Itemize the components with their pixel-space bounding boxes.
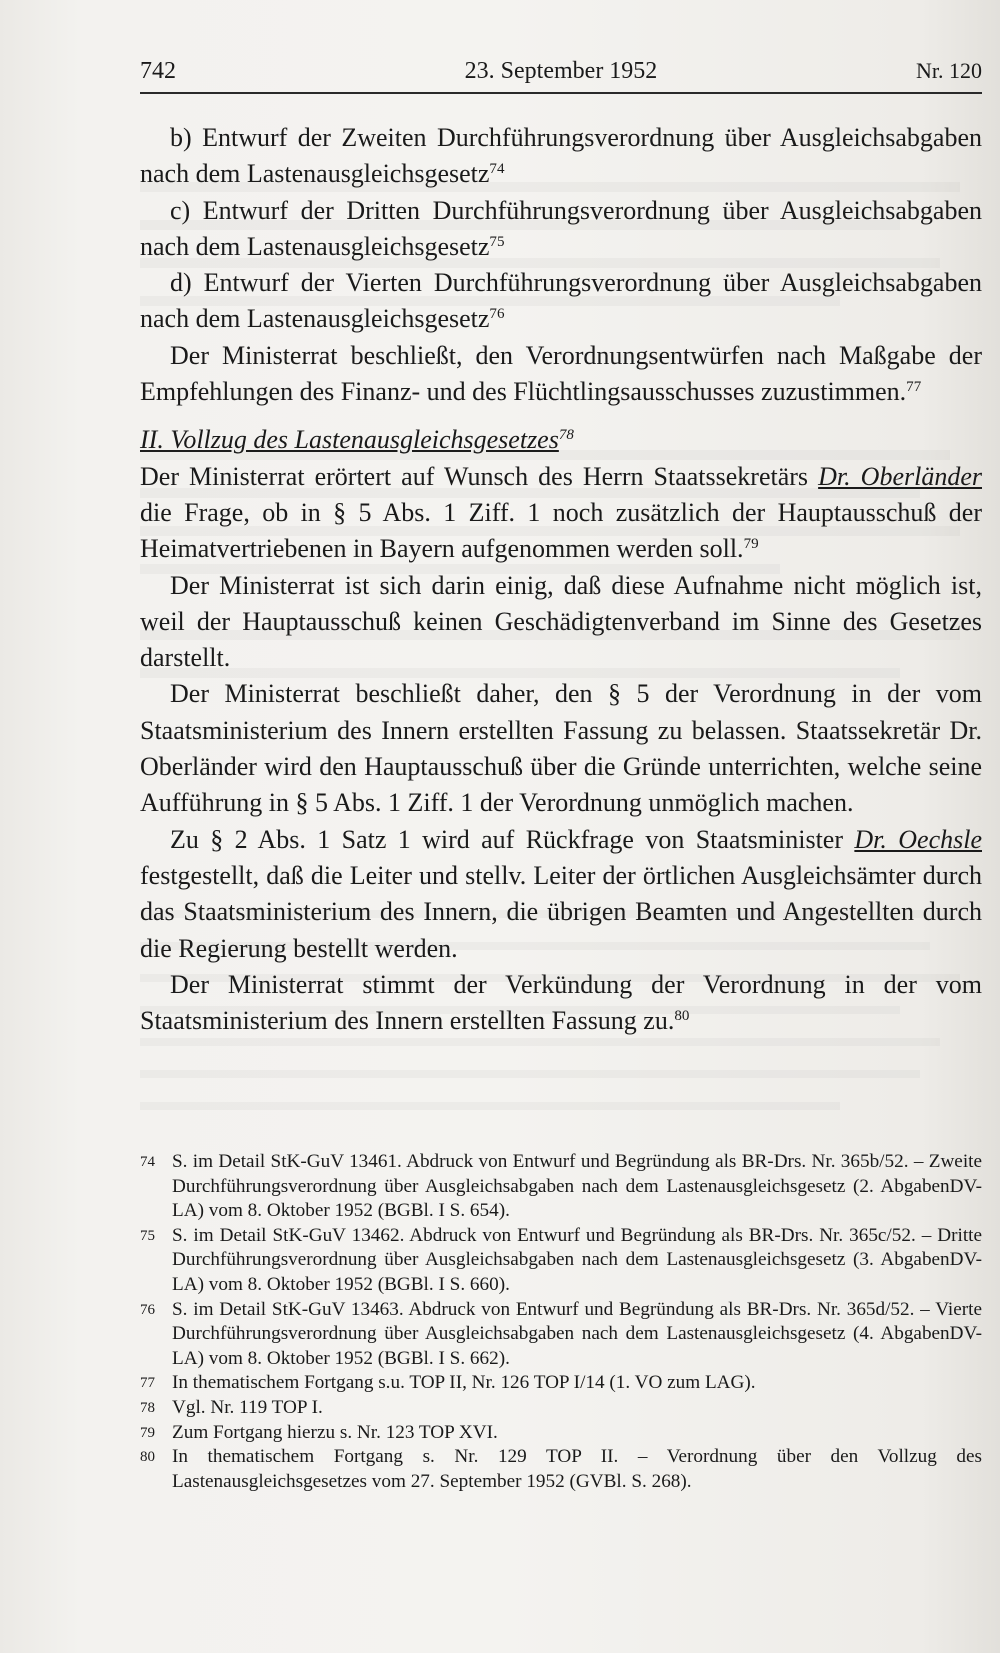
footnote: [140, 1150, 982, 1224]
section-heading: [140, 422, 982, 458]
footnote-text: In thematischem Fortgang s. Nr. 129 TOP II. – Verordnung über den Vollzug des Lastenausgleichsgesetzes vom 27. September 1952 (GVBl. S. 268).: [172, 1446, 982, 1492]
paragraph-approval: [140, 967, 982, 1040]
section-heading-text: II. Vollzug des Lastenausgleichsgesetzes: [140, 425, 559, 455]
footnote-text: In thematischem Fortgang s.u. TOP II, Nr. 126 TOP I/14 (1. VO zum LAG).: [172, 1372, 756, 1394]
paragraph-agreement: Der Ministerrat ist sich darin einig, daß diese Aufnahme nicht möglich ist, weil der Hauptausschuß keinen Geschädigtenverband im Sinne des Gesetzes darstellt.: [140, 570, 982, 673]
footnote: [140, 1224, 982, 1298]
footnote: [140, 1421, 982, 1446]
footnote: [140, 1298, 982, 1372]
footnote-ref-79[interactable]: 79: [743, 536, 759, 553]
header-date: 23. September 1952: [464, 58, 658, 84]
main-text: [140, 120, 982, 1039]
paragraph-inquiry-text-a: Zu § 2 Abs. 1 Satz 1 wird auf Rückfrage von Staatsminister: [170, 824, 855, 854]
paragraph-resolution: Der Ministerrat beschließt daher, den § 5 der Verordnung in der vom Staatsministerium des Innern erstellten Fassung zu belassen. Staatssekretär Dr. Oberländer wird den Hauptausschuß über die Gründe unterrichten, welche seine Aufführung in § 5 Abs. 1 Ziff. 1 der Verordnung unmöglich machen.: [140, 679, 982, 818]
agenda-item-b: [140, 120, 982, 193]
footnote-ref-77[interactable]: 77: [906, 379, 922, 396]
running-header: [140, 58, 982, 94]
footnote-ref-75[interactable]: 75: [489, 233, 505, 250]
agenda-item-d-text: d) Entwurf der Vierten Durchführungsverordnung über Ausgleichsabgaben nach dem Lastenausgleichsgesetz: [140, 268, 982, 334]
decision-text: Der Ministerrat beschließt, den Verordnungsentwürfen nach Maßgabe der Empfehlungen des Finanz- und des Flüchtlingsausschusses zuzustimmen.: [140, 340, 982, 407]
footnote-number: 76: [140, 1301, 155, 1318]
person-name-oberlaender: Dr. Oberländer: [818, 461, 982, 491]
footnote: [140, 1371, 982, 1396]
footnotes-section: [140, 1150, 982, 1494]
decision-paragraph: [140, 338, 982, 411]
paragraph-discussion-text-a: Der Ministerrat erörtert auf Wunsch des Herrn Staatssekretärs: [140, 461, 819, 491]
agenda-item-b-text: b) Entwurf der Zweiten Durchführungsverordnung über Ausgleichsabgaben nach dem Lastenausgleichsgesetz: [140, 123, 982, 189]
paragraph-inquiry-text-b: festgestellt, daß die Leiter und stellv. Leiter der örtlichen Ausgleichsämter durch das Staatsministerium des Innern, die übrigen Beamten und Angestellten durch die Regierung bestellt werden.: [140, 860, 982, 963]
agenda-item-c: [140, 193, 982, 266]
footnote-number: 78: [140, 1399, 155, 1416]
issue-number: Nr. 120: [916, 58, 982, 83]
footnote-ref-78[interactable]: 78: [558, 427, 574, 444]
paragraph-approval-text: Der Ministerrat stimmt der Verkündung der Verordnung in der vom Staatsministerium des Innern erstellten Fassung zu.: [140, 969, 982, 1036]
footnote-number: 80: [140, 1449, 155, 1466]
footnote-ref-80[interactable]: 80: [674, 1008, 690, 1025]
footnote-text: S. im Detail StK-GuV 13461. Abdruck von Entwurf und Begründung als BR-Drs. Nr. 365b/52. – Zweite Durchführungsverordnung über Ausgleichsabgaben nach dem Lastenausgleichsgesetz (2. AbgabenDV-LA) vom 8. Oktober 1952 (BGBl. I S. 654).: [172, 1151, 982, 1222]
agenda-item-c-text: c) Entwurf der Dritten Durchführungsverordnung über Ausgleichsabgaben nach dem Lastenausgleichsgesetz: [140, 195, 982, 261]
footnote-ref-74[interactable]: 74: [489, 161, 505, 178]
footnote: [140, 1445, 982, 1494]
footnote: [140, 1396, 982, 1421]
paragraph-inquiry: [140, 822, 982, 967]
paragraph-discussion-text-b: die Frage, ob in § 5 Abs. 1 Ziff. 1 noch zusätzlich der Hauptausschuß der Heimatvertriebenen in Bayern aufgenommen werden soll.: [140, 497, 982, 564]
footnote-ref-76[interactable]: 76: [489, 306, 505, 323]
footnote-number: 74: [140, 1154, 155, 1170]
paragraph-discussion: [140, 459, 982, 568]
footnote-number: 75: [140, 1227, 155, 1244]
footnote-text: S. im Detail StK-GuV 13462. Abdruck von Entwurf und Begründung als BR-Drs. Nr. 365c/52. – Dritte Durchführungsverordnung über Ausgleichsabgaben nach dem Lastenausgleichsgesetz (3. AbgabenDV-LA) vom 8. Oktober 1952 (BGBl. I S. 660).: [172, 1224, 982, 1295]
footnote-text: Zum Fortgang hierzu s. Nr. 123 TOP XVI.: [172, 1421, 498, 1443]
footnote-number: 77: [140, 1375, 155, 1392]
agenda-item-d: [140, 265, 982, 338]
footnote-number: 79: [140, 1424, 155, 1441]
footnote-text: S. im Detail StK-GuV 13463. Abdruck von Entwurf und Begründung als BR-Drs. Nr. 365d/52. – Vierte Durchführungsverordnung über Ausgleichsabgaben nach dem Lastenausgleichsgesetz (4. AbgabenDV-LA) vom 8. Oktober 1952 (BGBl. I S. 662).: [172, 1298, 982, 1369]
person-name-oechsle: Dr. Oechsle: [854, 824, 982, 854]
page-number: 742: [140, 58, 176, 84]
footnote-text: Vgl. Nr. 119 TOP I.: [172, 1396, 323, 1418]
